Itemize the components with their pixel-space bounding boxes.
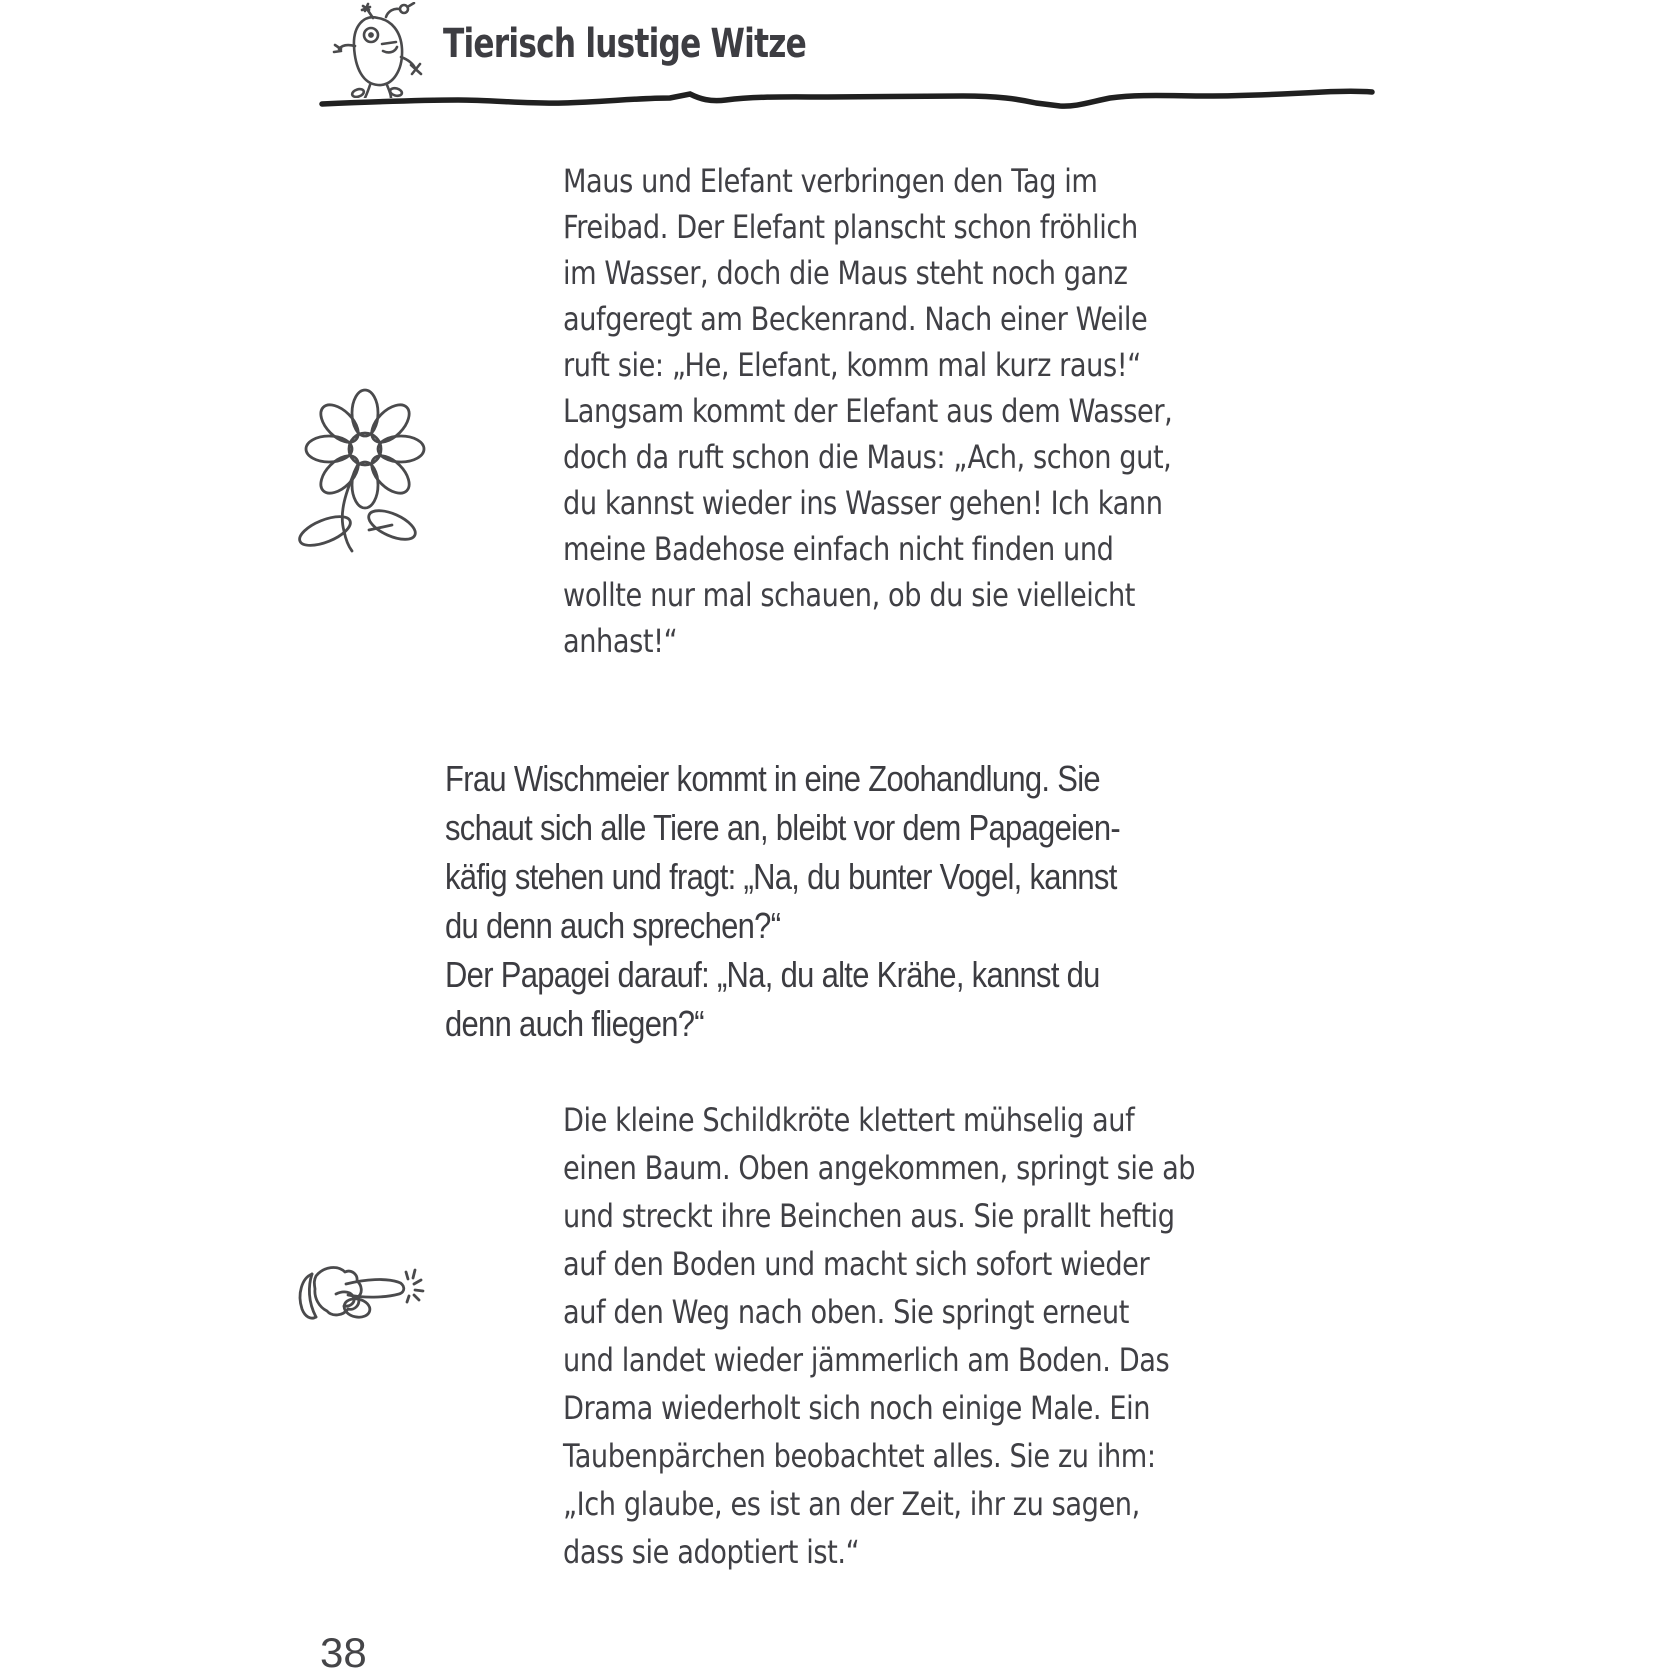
text-line: meine Badehose einfach nicht finden und	[563, 530, 1114, 568]
text-line: Maus und Elefant verbringen den Tag im	[563, 162, 1098, 200]
flower-doodle	[295, 383, 447, 553]
text-line: Die kleine Schildkröte klettert mühselig auf	[563, 1101, 1135, 1139]
joke-kleine-schildkroete	[563, 1096, 1195, 1576]
text-line: Frau Wischmeier kommt in eine Zoohandlung. Sie	[445, 758, 1100, 799]
text-line: dass sie adoptiert ist.“	[563, 1533, 860, 1571]
text-line: Langsam kommt der Elefant aus dem Wasser,	[563, 392, 1173, 430]
text-line: ruft sie: „He, Elefant, komm mal kurz raus!“	[563, 346, 1141, 384]
text-line: denn auch fliegen?“	[445, 1003, 704, 1044]
page-number: 38	[320, 1629, 367, 1676]
text-line: „Ich glaube, es ist an der Zeit, ihr zu sagen,	[563, 1485, 1140, 1523]
text-line: aufgeregt am Beckenrand. Nach einer Weile	[563, 300, 1148, 338]
text-line: einen Baum. Oben angekommen, springt sie ab	[563, 1149, 1196, 1187]
wavy-rule	[318, 84, 1376, 114]
text-line: und streckt ihre Beinchen aus. Sie prallt heftig	[563, 1197, 1175, 1235]
text-line: Taubenpärchen beobachtet alles. Sie zu ihm:	[563, 1437, 1156, 1475]
text-line: und landet wieder jämmerlich am Boden. Das	[563, 1341, 1170, 1379]
text-line: Drama wiederholt sich noch einige Male. Ein	[563, 1389, 1151, 1427]
text-line: du denn auch sprechen?“	[445, 905, 781, 946]
text-line: anhast!“	[563, 622, 678, 660]
text-line: auf den Weg nach oben. Sie springt erneut	[563, 1293, 1129, 1331]
text-line: auf den Boden und macht sich sofort wieder	[563, 1245, 1150, 1283]
text-line: du kannst wieder ins Wasser gehen! Ich kann	[563, 484, 1163, 522]
text-line: wollte nur mal schauen, ob du sie vielleicht	[563, 576, 1136, 614]
page-title: Tierisch lustige Witze	[443, 21, 806, 67]
text-line: doch da ruft schon die Maus: „Ach, schon gut,	[563, 438, 1172, 476]
text-line: Der Papagei darauf: „Na, du alte Krähe, kannst du	[445, 954, 1100, 995]
text-line: Freibad. Der Elefant planscht schon fröhlich	[563, 208, 1138, 246]
text-line: im Wasser, doch die Maus steht noch ganz	[563, 254, 1128, 292]
joke-maus-und-elefant	[563, 158, 1172, 664]
pointing-hand-doodle	[288, 1250, 433, 1345]
joke-frau-wischmeier	[445, 754, 1120, 1048]
text-line: schaut sich alle Tiere an, bleibt vor dem Papageien-	[445, 807, 1120, 848]
text-line: käfig stehen und fragt: „Na, du bunter Vogel, kannst	[445, 856, 1117, 897]
